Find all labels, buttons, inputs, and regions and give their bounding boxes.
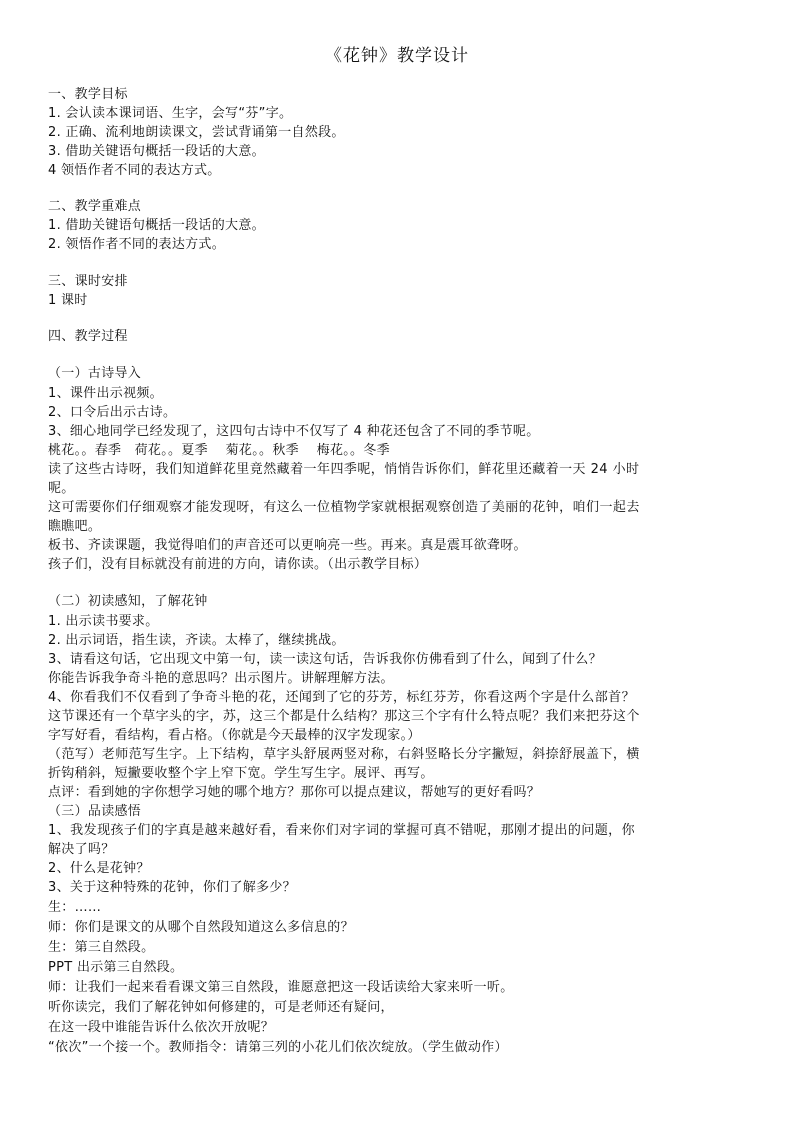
part-heading-first-reading: （二）初读感知，了解花钟: [48, 594, 208, 609]
paragraph-line: 点评：看到她的字你想学习她的哪个地方？那你可以提点建议，帮她写的更好看吗？: [48, 785, 541, 800]
paragraph-line: 桃花。。春季 荷花。。夏季 菊花。。秋季 梅花。。冬季: [48, 443, 390, 458]
paragraph-line: 板书、齐读课题，我觉得咱们的声音还可以更响亮一些。再来。真是震耳欲聋呀。: [48, 538, 527, 553]
goal-line: 4 领悟作者不同的表达方式。: [48, 163, 221, 178]
keypoint-line: 1. 借助关键语句概括一段话的大意。: [48, 218, 265, 233]
paragraph-line: 解决了吗？: [48, 842, 115, 857]
paragraph-line: “依次”一个接一个。教师指令：请第三列的小花儿们依次绽放。（学生做动作）: [48, 1040, 508, 1055]
paragraph-line: 1、我发现孩子们的字真是越来越好看，看来你们对字词的掌握可真不错呢，那刚才提出的问题，你: [48, 823, 636, 838]
paragraph-line: 这可需要你们仔细观察才能发现呀，有这么一位植物学家就根据观察创造了美丽的花钟，咱们一起去: [48, 500, 640, 515]
paragraph-line: 在这一段中谁能告诉什么依次开放呢？: [48, 1020, 275, 1035]
paragraph-line: 瞧瞧吧。: [48, 519, 102, 534]
goal-line: 1. 会认读本课词语、生字，会写“芬”字。: [48, 106, 293, 121]
part-heading-appreciation: （三）品读感悟: [48, 804, 142, 819]
paragraph-line: 师：你们是课文的从哪个自然段知道这么多信息的？: [48, 920, 354, 935]
paragraph-line: 1. 出示读书要求。: [48, 614, 159, 629]
paragraph-line: 师：让我们一起来看看课文第三自然段，谁愿意把这一段话读给大家来听一听。: [48, 980, 514, 995]
paragraph-line: 3、关于这种特殊的花钟，你们了解多少？: [48, 880, 296, 895]
paragraph-line: 生：第三自然段。: [48, 940, 155, 955]
paragraph-line: 2、口令后出示古诗。: [48, 405, 177, 420]
paragraph-line: 呢。: [48, 481, 75, 496]
paragraph-line: 2. 出示词语，指生读，齐读。太棒了，继续挑战。: [48, 633, 345, 648]
section-heading-schedule: 三、课时安排: [48, 274, 128, 289]
paragraph-line: 你能告诉我争奇斗艳的意思吗？出示图片。讲解理解方法。: [48, 671, 394, 686]
paragraph-line: 3、请看这句话，它出现文中第一句，读一读这句话，告诉我你仿佛看到了什么，闻到了什么？: [48, 652, 602, 667]
paragraph-line: 孩子们，没有目标就没有前进的方向，请你读。（出示教学目标）: [48, 557, 428, 572]
section-heading-keypoints: 二、教学重难点: [48, 199, 142, 214]
paragraph-line: 4、你看我们不仅看到了争奇斗艳的花，还闻到了它的芬芳，标红芬芳，你看这两个字是什么部首？: [48, 690, 636, 705]
paragraph-line: 读了这些古诗呀，我们知道鲜花里竟然藏着一年四季呢，悄悄告诉你们，鲜花里还藏着一天 24 小时: [48, 462, 640, 477]
paragraph-line: （范写）老师范写生字。上下结构，草字头舒展两竖对称，右斜竖略长分字撇短，斜捺舒展盖下，横: [48, 747, 640, 762]
keypoint-line: 2. 领悟作者不同的表达方式。: [48, 237, 226, 252]
goal-line: 2. 正确、流利地朗读课文，尝试背诵第一自然段。: [48, 125, 345, 140]
paragraph-line: 听你读完，我们了解花钟如何修建的，可是老师还有疑问，: [48, 1000, 394, 1015]
paragraph-line: 这节课还有一个草字头的字，苏，这三个都是什么结构？那这三个字有什么特点呢？我们来把芬这个: [48, 709, 640, 724]
paragraph-line: 折钩稍斜，短撇要收整个字上窄下宽。学生写生字。展评、再写。: [48, 766, 434, 781]
paragraph-line: 1、课件出示视频。: [48, 386, 163, 401]
goal-line: 3. 借助关键语句概括一段话的大意。: [48, 144, 265, 159]
section-heading-goals: 一、教学目标: [48, 87, 128, 102]
paragraph-line: 字写好看，看结构，看占格。（你就是今天最棒的汉字发现家。）: [48, 728, 421, 743]
document-title: 《花钟》教学设计: [325, 46, 469, 66]
schedule-content: 1 课时: [48, 293, 88, 308]
paragraph-line: 生：……: [48, 900, 102, 915]
section-heading-process: 四、教学过程: [48, 329, 128, 344]
paragraph-line: PPT 出示第三自然段。: [48, 960, 184, 975]
paragraph-line: 2、什么是花钟？: [48, 861, 150, 876]
paragraph-line: 3、细心地同学已经发现了，这四句古诗中不仅写了 4 种花还包含了不同的季节呢。: [48, 424, 540, 439]
part-heading-poem-intro: （一）古诗导入: [48, 366, 142, 381]
